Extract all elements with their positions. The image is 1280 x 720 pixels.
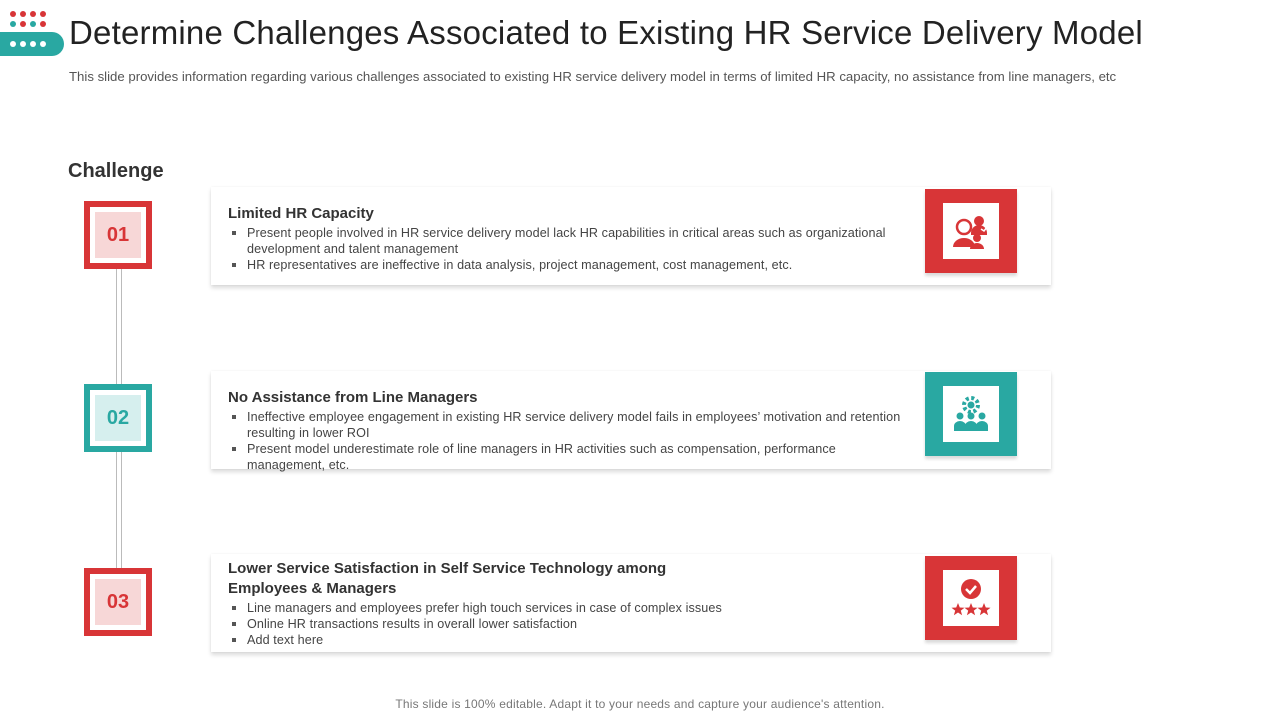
challenge-icon-box <box>925 189 1017 273</box>
bullet-item: HR representatives are ineffective in data analysis, project management, cost management, etc. <box>228 257 908 273</box>
challenge-number: 02 <box>95 395 141 441</box>
gear-people-icon <box>951 394 991 434</box>
challenge-title: Lower Service Satisfaction in Self Service Technology among Employees & Managers <box>228 560 667 597</box>
page-title: Determine Challenges Associated to Existing HR Service Delivery Model <box>69 14 1143 51</box>
challenge-number-badge <box>84 201 152 269</box>
timeline-connector <box>116 451 122 568</box>
bullet-item: Present model underestimate role of line managers in HR activities such as compensation, performance management, etc. <box>228 441 908 473</box>
challenge-number-badge <box>84 384 152 452</box>
challenge-number-badge <box>84 568 152 636</box>
bullet-item: Ineffective employee engagement in existing HR service delivery model fails in employees’ motivation and retention resulting in lower ROI <box>228 409 908 441</box>
challenge-bullet-list <box>228 225 908 273</box>
challenge-icon-box <box>925 372 1017 456</box>
challenge-number: 03 <box>95 579 141 625</box>
challenge-bullet-list <box>228 409 908 473</box>
section-label: Challenge <box>68 160 164 182</box>
bullet-item: Line managers and employees prefer high touch services in case of complex issues <box>228 600 908 616</box>
footer-note: This slide is 100% editable. Adapt it to your needs and capture your audience's attention. <box>395 697 885 711</box>
challenge-bullet-list <box>228 600 908 648</box>
company-logo <box>0 8 64 56</box>
bullet-item: Present people involved in HR service delivery model lack HR capabilities in critical areas such as organizational development and talent management <box>228 225 908 257</box>
timeline-connector <box>116 268 122 385</box>
page-subtitle: This slide provides information regarding various challenges associated to existing HR service delivery model in terms of limited HR capacity, no assistance from line managers, etc <box>69 69 1117 84</box>
team-people-icon <box>951 211 991 251</box>
challenge-number: 01 <box>95 212 141 258</box>
bullet-item: Online HR transactions results in overall lower satisfaction <box>228 616 908 632</box>
challenge-title: Limited HR Capacity <box>228 205 374 222</box>
challenge-icon-box <box>925 556 1017 640</box>
challenge-title: No Assistance from Line Managers <box>228 389 478 406</box>
rating-stars-icon <box>949 578 993 618</box>
bullet-item: Add text here <box>228 632 908 648</box>
